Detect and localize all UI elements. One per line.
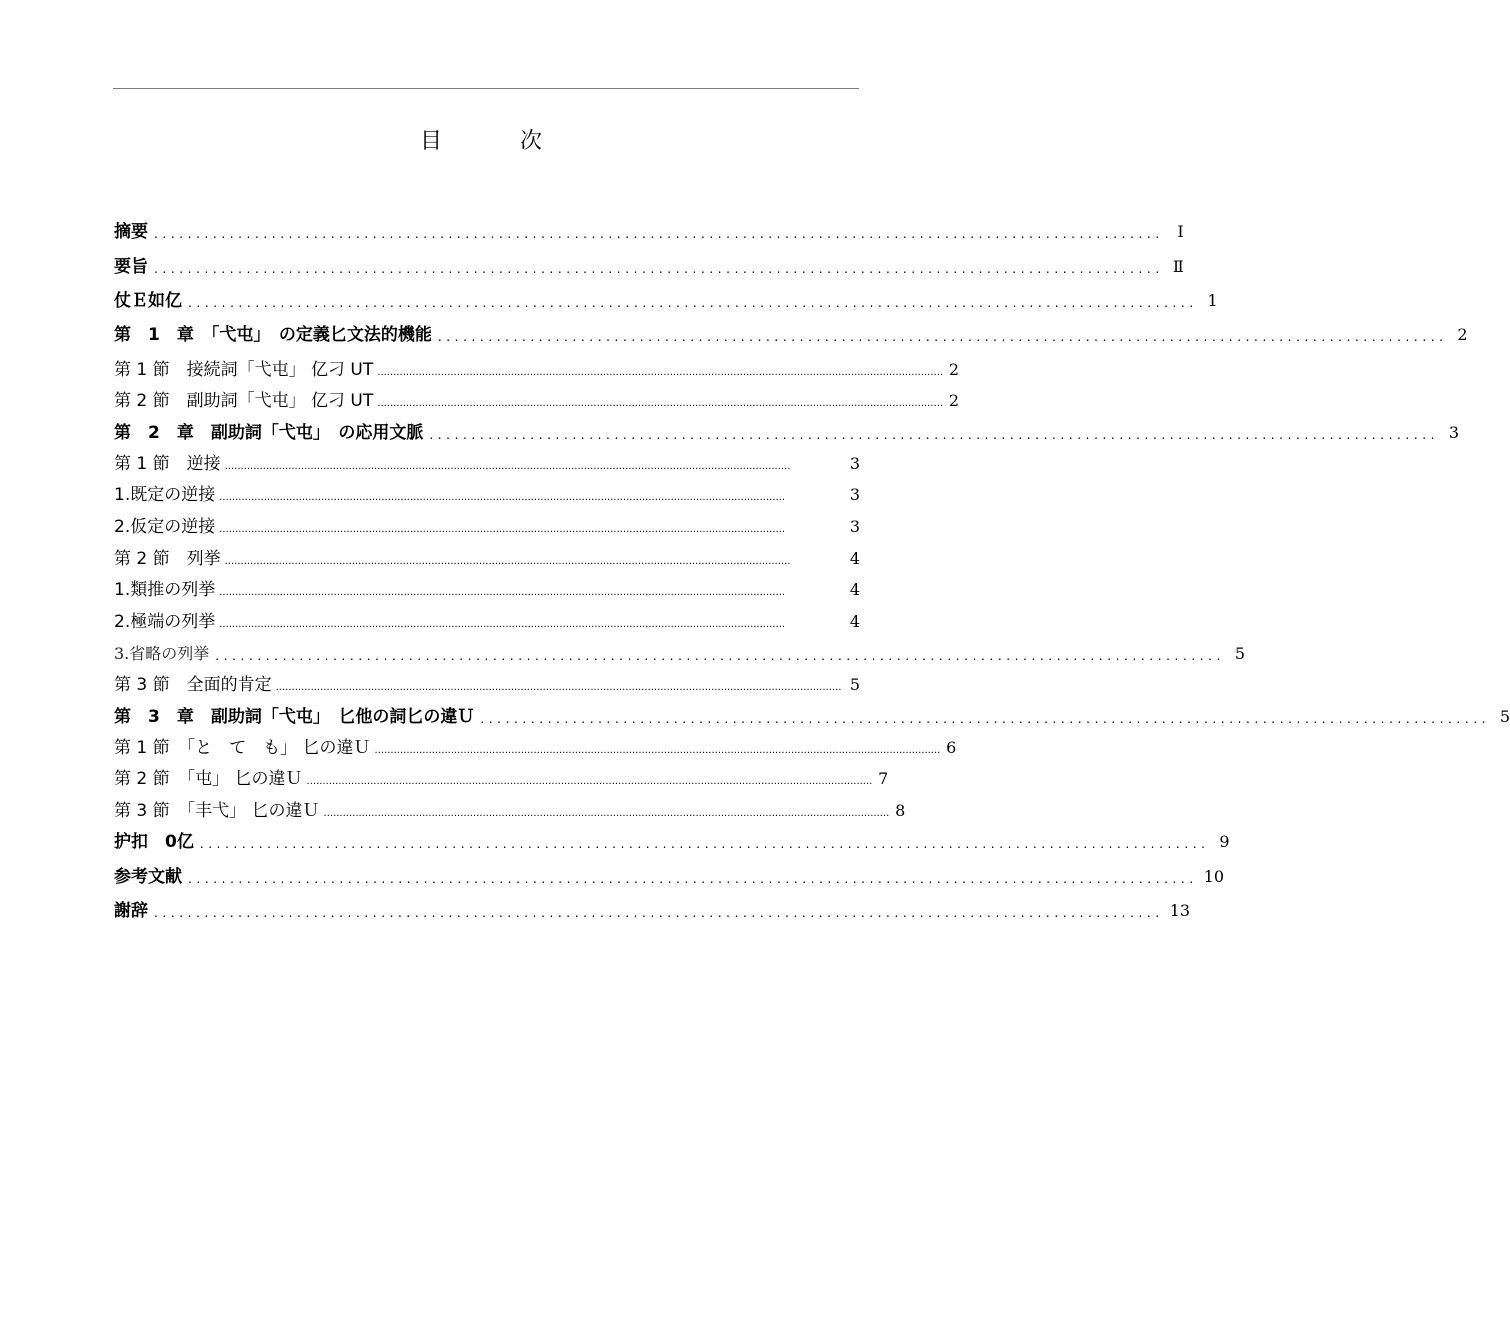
toc-entry-label: 3.省略の列挙: [114, 644, 210, 663]
toc-entry-page: 2: [1457, 325, 1468, 344]
toc-leader: ..................................................................................................................................................................................: [323, 808, 890, 819]
toc-entry-page: 4: [849, 612, 860, 631]
toc-entry-chapter-2[interactable]: [114, 420, 1460, 444]
toc-entry-label: 謝辞: [114, 901, 148, 921]
toc-entry-acknowledgements[interactable]: [114, 898, 1191, 922]
toc-entry-label: 1.類推の列挙: [114, 580, 216, 600]
toc-entry-ch1-sec1[interactable]: [114, 357, 960, 381]
toc-entry-chapter-1[interactable]: [114, 322, 1468, 346]
toc-leader: ..................................................................................................................................................................................: [377, 398, 944, 409]
page-title: 目 次: [419, 129, 570, 154]
toc-leader: ..................................................................................................................................................................................: [219, 524, 786, 535]
toc-entry-ch3-sec1[interactable]: [114, 735, 957, 759]
toc-entry-page: 6: [946, 738, 957, 757]
toc-entry-page: 13: [1169, 901, 1191, 920]
toc-leader: ........................................................................................................................: [154, 906, 1164, 920]
toc-entry-label: 第 1 節 接続詞「弋屯」 亿刁 UT: [114, 360, 374, 380]
toc-entry-summary[interactable]: [114, 254, 1184, 278]
toc-entry-ch3-sec3[interactable]: [114, 798, 906, 822]
toc-leader: ........................................................................................................................: [437, 330, 1448, 344]
toc-leader: ........................................................................................................................: [199, 837, 1210, 851]
toc-entry-ch2-sec2-item1[interactable]: [114, 577, 860, 601]
toc-entry-page: 3: [1448, 423, 1460, 442]
toc-entry-label: 第 1 節 「と て も」 匕の違Ｕ: [114, 738, 371, 758]
toc-entry-page: 5: [1499, 707, 1510, 726]
toc-entry-page: 5: [849, 675, 860, 694]
toc-entry-ch2-sec2-item2[interactable]: [114, 609, 860, 633]
toc-entry-chapter-3[interactable]: [114, 704, 1510, 728]
toc-entry-page: 2: [948, 360, 960, 379]
toc-entry-ch2-sec2-item3[interactable]: [114, 641, 1246, 665]
toc-entry-page: 3: [849, 517, 860, 536]
header-rule: [113, 88, 859, 89]
toc-leader: ..................................................................................................................................................................................: [377, 367, 944, 378]
toc-entry-ch2-sec3[interactable]: [114, 672, 860, 696]
toc-entry-ch2-sec1-item2[interactable]: [114, 514, 860, 538]
toc-entry-page: 10: [1203, 867, 1225, 886]
toc-entry-abstract[interactable]: [114, 219, 1184, 243]
toc-entry-label: 1.既定の逆接: [114, 485, 216, 505]
toc-entry-page: 4: [849, 549, 860, 568]
toc-entry-label: 第 1 章 「弋屯」 の定義匕文法的機能: [114, 325, 432, 345]
toc-entry-label: 护扣 0亿: [114, 832, 194, 852]
toc-entry-label: 2.極端の列挙: [114, 612, 216, 632]
toc-entry-page: 3: [849, 454, 860, 473]
toc-leader: ..................................................................................................................................................................................: [219, 587, 786, 598]
toc-entry-label: 第 3 章 副助詞「弋屯」 匕他の詞匕の違Ｕ: [114, 707, 475, 727]
toc-entry-conclusion[interactable]: [114, 829, 1230, 853]
toc-entry-page: 7: [878, 769, 889, 788]
toc-entry-references[interactable]: [114, 864, 1225, 888]
toc-entry-page: 3: [849, 485, 860, 504]
toc-entry-page: 5: [1234, 644, 1246, 663]
toc-entry-label: 第 2 節 副助詞「弋屯」 亿刁 UT: [114, 391, 374, 411]
toc-entry-page: 9: [1219, 832, 1230, 851]
toc-leader: ..................................................................................................................................................................................: [224, 461, 791, 472]
toc-leader: ........................................................................................................................: [215, 649, 1226, 663]
toc-entry-page: 1: [1207, 291, 1218, 310]
toc-entry-label: 第 3 節 全面的肯定: [114, 675, 272, 695]
toc-entry-page: Ⅱ: [1172, 257, 1184, 276]
toc-entry-page: 2: [948, 391, 960, 410]
toc-entry-ch2-sec1[interactable]: [114, 451, 860, 475]
toc-leader: ..................................................................................................................................................................................: [306, 776, 873, 787]
toc-entry-introduction[interactable]: [114, 288, 1218, 312]
toc-entry-label: 仗Ｅ如亿: [114, 291, 182, 311]
toc-leader: ..................................................................................................................................................................................: [219, 619, 786, 630]
toc-leader: ........................................................................................................................: [429, 428, 1440, 442]
toc-entry-ch1-sec2[interactable]: [114, 388, 960, 412]
toc-leader: ........................................................................................................................: [188, 872, 1198, 886]
toc-entry-label: 第 2 章 副助詞「弋屯」 の応用文脈: [114, 423, 424, 443]
toc-entry-label: 2.仮定の逆接: [114, 517, 216, 537]
toc-leader: ........................................................................................................................: [154, 262, 1164, 276]
toc-leader: ..................................................................................................................................................................................: [224, 556, 791, 567]
toc-entry-label: 第 1 節 逆接: [114, 454, 221, 474]
toc-leader: ..................................................................................................................................................................................: [275, 682, 842, 693]
toc-leader: ........................................................................................................................: [480, 712, 1491, 726]
toc-entry-label: 摘要: [114, 222, 148, 242]
toc-entry-page: Ⅰ: [1177, 222, 1184, 241]
toc-entry-ch2-sec1-item1[interactable]: [114, 482, 860, 506]
toc-leader: ........................................................................................................................: [188, 296, 1198, 310]
toc-leader: ..................................................................................................................................................................................: [374, 745, 941, 756]
toc-entry-ch3-sec2[interactable]: [114, 766, 889, 790]
toc-entry-label: 第 3 節 「丰弋」 匕の違Ｕ: [114, 801, 320, 821]
toc-entry-label: 第 2 節 「屯」 匕の違Ｕ: [114, 769, 303, 789]
toc-entry-label: 要旨: [114, 257, 148, 277]
toc-leader: ........................................................................................................................: [154, 227, 1164, 241]
toc-entry-label: 第 2 節 列挙: [114, 549, 221, 569]
toc-entry-page: 8: [895, 801, 906, 820]
toc-entry-page: 4: [849, 580, 860, 599]
toc-entry-label: 参考文献: [114, 867, 182, 887]
toc-leader: ..................................................................................................................................................................................: [219, 492, 786, 503]
toc-entry-ch2-sec2[interactable]: [114, 546, 860, 570]
